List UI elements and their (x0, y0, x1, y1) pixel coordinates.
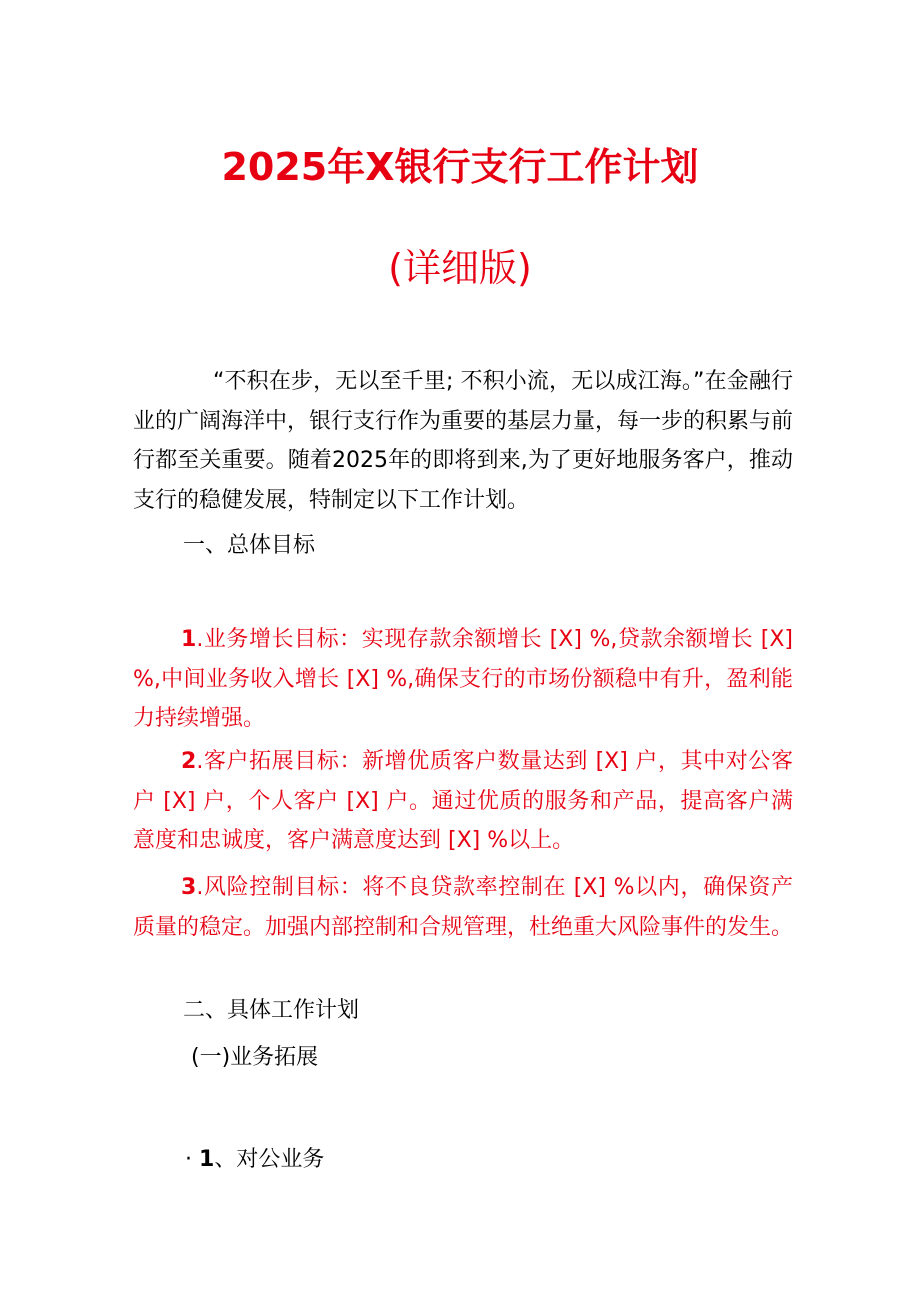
goal-text: .客户拓展目标：新增优质客户数量达到 [X] 户，其中对公客户 [X] 户，个人客户 [X] 户。通过优质的服务和产品，提高客户满意度和忠诚度，客户满意度达到 [X] %以上。 (133, 749, 793, 853)
goal-item-2 (133, 742, 793, 861)
item-text: 、对公业务 (214, 1147, 325, 1172)
document-subtitle: (详细版) (388, 246, 532, 290)
section-heading-overall-goals: 一、总体目标 (183, 533, 316, 558)
goal-number: 1 (181, 627, 197, 652)
goal-number: 2 (181, 749, 197, 774)
intro-paragraph (133, 362, 793, 520)
section-heading-work-plan: 二、具体工作计划 (183, 998, 360, 1023)
intro-text: “不积在步，无以至千里; 不积小流，无以成江海。”在金融行业的广阔海洋中，银行支行作为重要的基层力量，每一步的积累与前行都至关重要。随着2025年的即将到来,为了更好地服务客户，推动支行的稳健发展，特制定以下工作计划。 (133, 369, 794, 513)
goal-text: .风险控制目标：将不良贷款率控制在 [X] %以内，确保资产质量的稳定。加强内部控制和合规管理，杜绝重大风险事件的发生。 (133, 875, 794, 940)
goal-item-1 (133, 620, 793, 739)
item-number: 1 (199, 1147, 215, 1172)
goal-text: .业务增长目标：实现存款余额增长 [X] %,贷款余额增长 [X] %,中间业务收入增长 [X] %,确保支行的市场份额稳中有升，盈利能力持续增强。 (133, 627, 793, 731)
document-title: 2025年X银行支行工作计划 (221, 145, 699, 189)
list-item-corporate-business (185, 1142, 324, 1173)
subsection-heading-business-expansion: (一)业务拓展 (191, 1045, 319, 1070)
bullet-icon: · (185, 1147, 192, 1172)
goal-item-3 (133, 868, 793, 947)
goal-number: 3 (181, 875, 197, 900)
